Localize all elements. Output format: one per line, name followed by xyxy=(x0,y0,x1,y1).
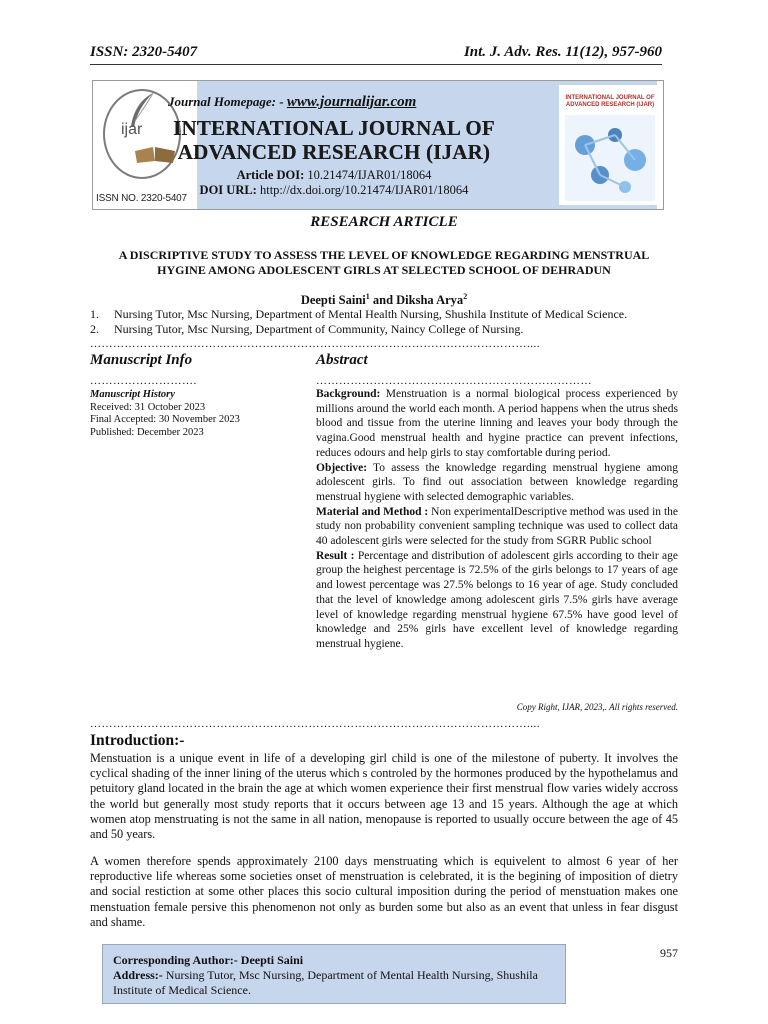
corresponding-author: Corresponding Author:- Deepti Saini xyxy=(113,953,304,967)
homepage-link[interactable]: www.journalijar.com xyxy=(286,94,417,110)
article-type: RESEARCH ARTICLE xyxy=(310,214,458,230)
introduction-paragraph-2: A women therefore spends approximately 2100 days menstruating which is equivelent to almost 6 year of her reproductive life whereas some societies onset of menstruation is celebrated, it is the begining of imposition of dietry and social restiction at some other places this socio cultural imposition during the period of menstuation makes one menstuation female persive this phenomenon not only as burden some but also as an event that unless in fear disgust and shame. xyxy=(90,854,678,929)
doi-value: 10.21474/IJAR01/18064 xyxy=(307,168,432,182)
article-title-line2: HYGINE AMONG ADOLESCENT GIRLS AT SELECTED SCHOOL OF DEHRADUN xyxy=(157,263,611,277)
journal-title-line1: INTERNATIONAL JOURNAL OF xyxy=(173,116,495,140)
header-citation: Int. J. Adv. Res. 11(12), 957-960 xyxy=(463,44,662,60)
doi-block xyxy=(104,168,564,198)
cover-title: INTERNATIONAL JOURNAL OF ADVANCED RESEARCH (IJAR) xyxy=(565,95,655,108)
author-1-sup: 1 xyxy=(365,292,370,301)
author-1: Deepti Saini xyxy=(300,293,366,308)
doi-label: Article DOI: xyxy=(236,168,305,182)
abstract-objective: Objective: To assess the knowledge regarding menstrual hygiene among adolescent girls. To find out association between knowledge regarding menstrual hygiene with selected demographic variables. xyxy=(316,461,678,503)
article-title xyxy=(96,248,672,278)
abstract-dots: ……………………………………………………………… xyxy=(316,375,592,387)
molecule-icon xyxy=(565,115,655,201)
author-2-sup: 2 xyxy=(463,292,468,301)
journal-homepage xyxy=(168,94,416,111)
doi-url-label: DOI URL: xyxy=(199,183,257,197)
manuscript-info-heading: Manuscript Info xyxy=(90,352,193,368)
introduction-heading: Introduction:- xyxy=(90,732,185,749)
affiliation-item: 1. Nursing Tutor, Msc Nursing, Department of Mental Health Nursing, Shushila Institute of Medical Science. xyxy=(90,307,628,321)
abstract-result: Result : Percentage and distribution of adolescent girls according to their age group the heighest percentage is 72.5% of the girls belongs to 17 years of age and lowest percentage was 27.5% belongs to 16 year of age. Study concluded that the level of knowledge among adolescent girls 7.5% girls have average level of knowledge regarding menstrual hygiene 67.5% have good level of knowledge and 25% girls have excellent level of knowledge regarding menstrual hygiene. xyxy=(316,549,678,650)
separator-bottom: …………………………………………………………………………………………………….... xyxy=(90,718,540,730)
authors xyxy=(0,292,768,308)
separator-top: …………………………………………………………………………………………………….... xyxy=(90,338,540,350)
accepted-date: Final Accepted: 30 November 2023 xyxy=(90,414,240,425)
abstract-background: Background: Menstruation is a normal biological process experienced by millions around the world each month. A period happens when the utrus sheds blood and tissue from the uterine linning and leaves your body through the vagina.Good menstrual health and hygine practice can prevent infections, reduces odours and help girls to stay comfortable during period. xyxy=(316,388,678,459)
article-title-line1: A DISCRIPTIVE STUDY TO ASSESS THE LEVEL OF KNOWLEDGE REGARDING MENSTRUAL xyxy=(118,248,650,262)
corresponding-address: Address:- Nursing Tutor, Msc Nursing, Department of Mental Health Nursing, Shushila Institute of Medical Science. xyxy=(113,968,538,997)
affiliations xyxy=(90,307,690,337)
logo-issn: ISSN NO. 2320-5407 xyxy=(96,193,187,204)
doi-url-link[interactable]: http://dx.doi.org/10.21474/IJAR01/18064 xyxy=(259,183,469,197)
header-rule xyxy=(90,64,662,65)
manuscript-info xyxy=(90,352,290,439)
logo-text: ijar xyxy=(121,121,143,138)
published-date: Published: December 2023 xyxy=(90,426,204,438)
header-issn: ISSN: 2320-5407 xyxy=(90,44,198,60)
journal-title-line2: ADVANCED RESEARCH (IJAR) xyxy=(177,140,491,164)
journal-cover xyxy=(559,85,659,205)
manuscript-dots: ………………………. xyxy=(90,375,197,387)
abstract-heading: Abstract xyxy=(316,352,368,368)
abstract xyxy=(316,352,678,652)
author-join: and xyxy=(369,293,397,308)
manuscript-history-label: Manuscript History xyxy=(90,389,175,400)
affiliation-item: 2. Nursing Tutor, Msc Nursing, Department of Community, Naincy College of Nursing. xyxy=(90,322,524,336)
author-2: Diksha Arya xyxy=(396,293,464,308)
abstract-method: Material and Method : Non experimentalDescriptive method was used in the study non probability convenient sampling technique was used to collect data 40 adolescent girls were selected for the study from SGRR Public school xyxy=(316,505,678,548)
homepage-label: Journal Homepage: - xyxy=(168,94,284,109)
copyright: Copy Right, IJAR, 2023,. All rights reserved. xyxy=(516,702,678,712)
corresponding-author-box xyxy=(102,944,566,1004)
introduction-paragraph-1: Menstuation is a unique event in life of a developing girl child is one of the milestone of puberty. It involves the cyclical shading of the inner lining of the uterus which s controled by the hormones produced by the hypothelamus and petuitory gland located in the brain the age at which women experience their first menstrual flow varies widely accross the world but generally most study reports that it occurs between age 13 and 15 years. Although the age at which women atop menstruating is not the same in all nation, menopause is reported to usually occure between the age of 45 and 50 years. xyxy=(90,751,678,842)
received-date: Received: 31 October 2023 xyxy=(90,401,206,413)
page-number: 957 xyxy=(660,946,678,960)
journal-title xyxy=(104,116,564,164)
